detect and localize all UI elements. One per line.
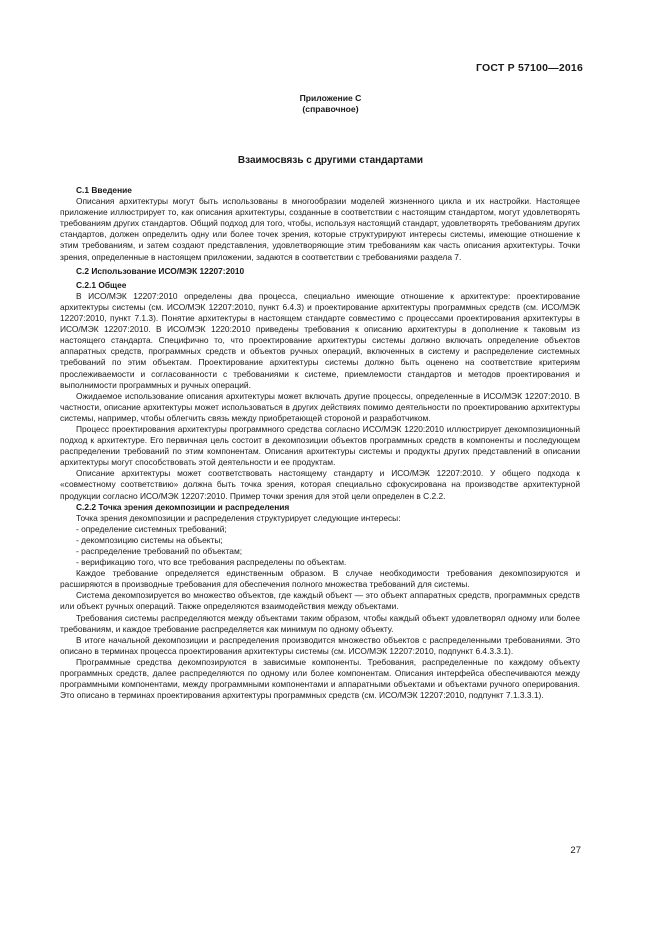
document-body <box>60 185 580 701</box>
list-item: - декомпозицию системы на объекты; <box>76 534 223 545</box>
page-number: 27 <box>570 845 581 856</box>
annex-title: Приложение С <box>299 93 362 103</box>
annex-subtitle: (справочное) <box>302 104 359 114</box>
paragraph: Требования системы распределяются между объектами таким образом, чтобы каждый объект удовлетворял одному или более требованиям, и каждое требование распределяется как минимум по одному объекту. <box>60 612 580 634</box>
paragraph: Ожидаемое использование описания архитектуры может включать другие процессы, определенные в ИСО/МЭК 12207:2010. В частности, описание архитектуры может использоваться в других действиях помимо деятельности по проектированию архитектуры системы, например, чтобы облегчить связь между приобретающей стороной и разработчиком. <box>60 390 580 423</box>
section-heading-c1: С.1 Введение <box>76 185 132 195</box>
paragraph: Описание архитектуры может соответствовать настоящему стандарту и ИСО/МЭК 12207:2010. У общего подхода к «совместному соответствию» должна быть точка зрения, которая специально сфокусирована на производстве архитектурной продукции согласно ИСО/МЭК 12207:2010. Пример точки зрения для этой цели определен в С.2.2. <box>60 468 580 501</box>
subsection-heading-c22: С.2.2 Точка зрения декомпозиции и распределения <box>76 501 290 512</box>
standard-designation: ГОСТ Р 57100—2016 <box>475 62 583 74</box>
list-item: - определение системных требований; <box>76 523 227 534</box>
concerns-list <box>60 524 580 568</box>
paragraph: Описания архитектуры могут быть использованы в многообразии моделей жизненного цикла и их настройки. Настоящее приложение иллюстрирует то, как описания архитектуры, созданные в соответствии с настоящим стандартом, могут удовлетворять требованиям других стандартов. Общий подход для того, чтобы, используя настоящий стандарт, удовлетворять требованиям других стандартов, должен определить одну или более точек зрения, которые структурируют интересы системы, имеющие отношение к этим требованиям, и затем создают представления, удовлетворяющие этим требованиям как часть описания архитектуры. Точки зрения, определенные в настоящем приложении, задаются в соответствии с требованиями раздела 7. <box>60 196 580 262</box>
paragraph: Каждое требование определяется единственным образом. В случае необходимости требования декомпозируются и расширяются в производные требования для обеспечения полного множества требований для системы. <box>60 568 580 590</box>
section-heading-c2: С.2 Использование ИСО/МЭК 12207:2010 <box>76 265 245 276</box>
paragraph: Процесс проектирования архитектуры программного средства согласно ИСО/МЭК 1220:2010 иллюстрирует декомпозиционный подход к архитектуре. Его первичная цель состоит в декомпозиции объектов программных средств в компоненты и последующем распределении требований по этим компонентам. Описания архитектуры системы и продукты других представлений в описании архитектуры могут способствовать этой деятельности и ее продуктам. <box>60 423 580 468</box>
paragraph: Программные средства декомпозируются в зависимые компоненты. Требования, распределенные по каждому объекту программных средств, далее распределяются по одному или более компонентам. Описания интерфейса обеспечиваются между программными компонентами, между программными компонентами и аппаратными объектами и объектами ручного оперирования. Это описано в терминах проектирования архитектуры программных средств (см. ИСО/МЭК 12207:2010, подпункт 7.1.3.3.1). <box>60 656 580 701</box>
annex-heading <box>0 93 661 115</box>
paragraph: В итоге начальной декомпозиции и распределения производится множество объектов с распределенными требованиями. Это описано в терминах процесса проектирования архитектуры системы (см. ИСО/МЭК 12207:2010, подпункт 6.4.3.3.1). <box>60 634 580 656</box>
paragraph: Точка зрения декомпозиции и распределения структурирует следующие интересы: <box>76 512 401 523</box>
list-item: - верификацию того, что все требования распределены по объектам. <box>76 557 347 568</box>
list-item: - распределение требований по объектам; <box>76 546 243 556</box>
subsection-heading-c21: С.2.1 Общее <box>76 279 127 290</box>
paragraph: Система декомпозируется во множество объектов, где каждый объект — это объект аппаратных средств, программных средств или объект ручных операций. Также определяются взаимодействия между объектами. <box>60 590 580 612</box>
paragraph: В ИСО/МЭК 12207:2010 определены два процесса, специально имеющие отношение к архитектуре: проектирование архитектуры системы (см. ИСО/МЭК 12207:2010, пункт 6.4.3) и проектирование архитектуры программных средств (см. ИСО/МЭК 12207:2010, пункт 7.1.3). Понятие архитектуры в настоящем стандарте совместимо с процессами проектирования архитектуры в ИСО/МЭК 12207:2010. В ИСО/МЭК 1220:2010 приведены требования к описанию архитектуры в дополнение к таковым из настоящего стандарта. Специфично то, что проектирование архитектуры системы должно включать определение объектов аппаратных средств, программных средств и объектов ручных операций, включенных в систему и распределение системных требований по этим объектам. Проектирование архитектуры системы должно быть оценено на соответствие критериям прослеживаемости и согласованности с требованиями к системе, приемлемости стандартов и методов проектирования и выполнимости программных и ручных операций. <box>60 290 580 390</box>
main-title: Взаимосвязь с другими стандартами <box>237 155 424 166</box>
